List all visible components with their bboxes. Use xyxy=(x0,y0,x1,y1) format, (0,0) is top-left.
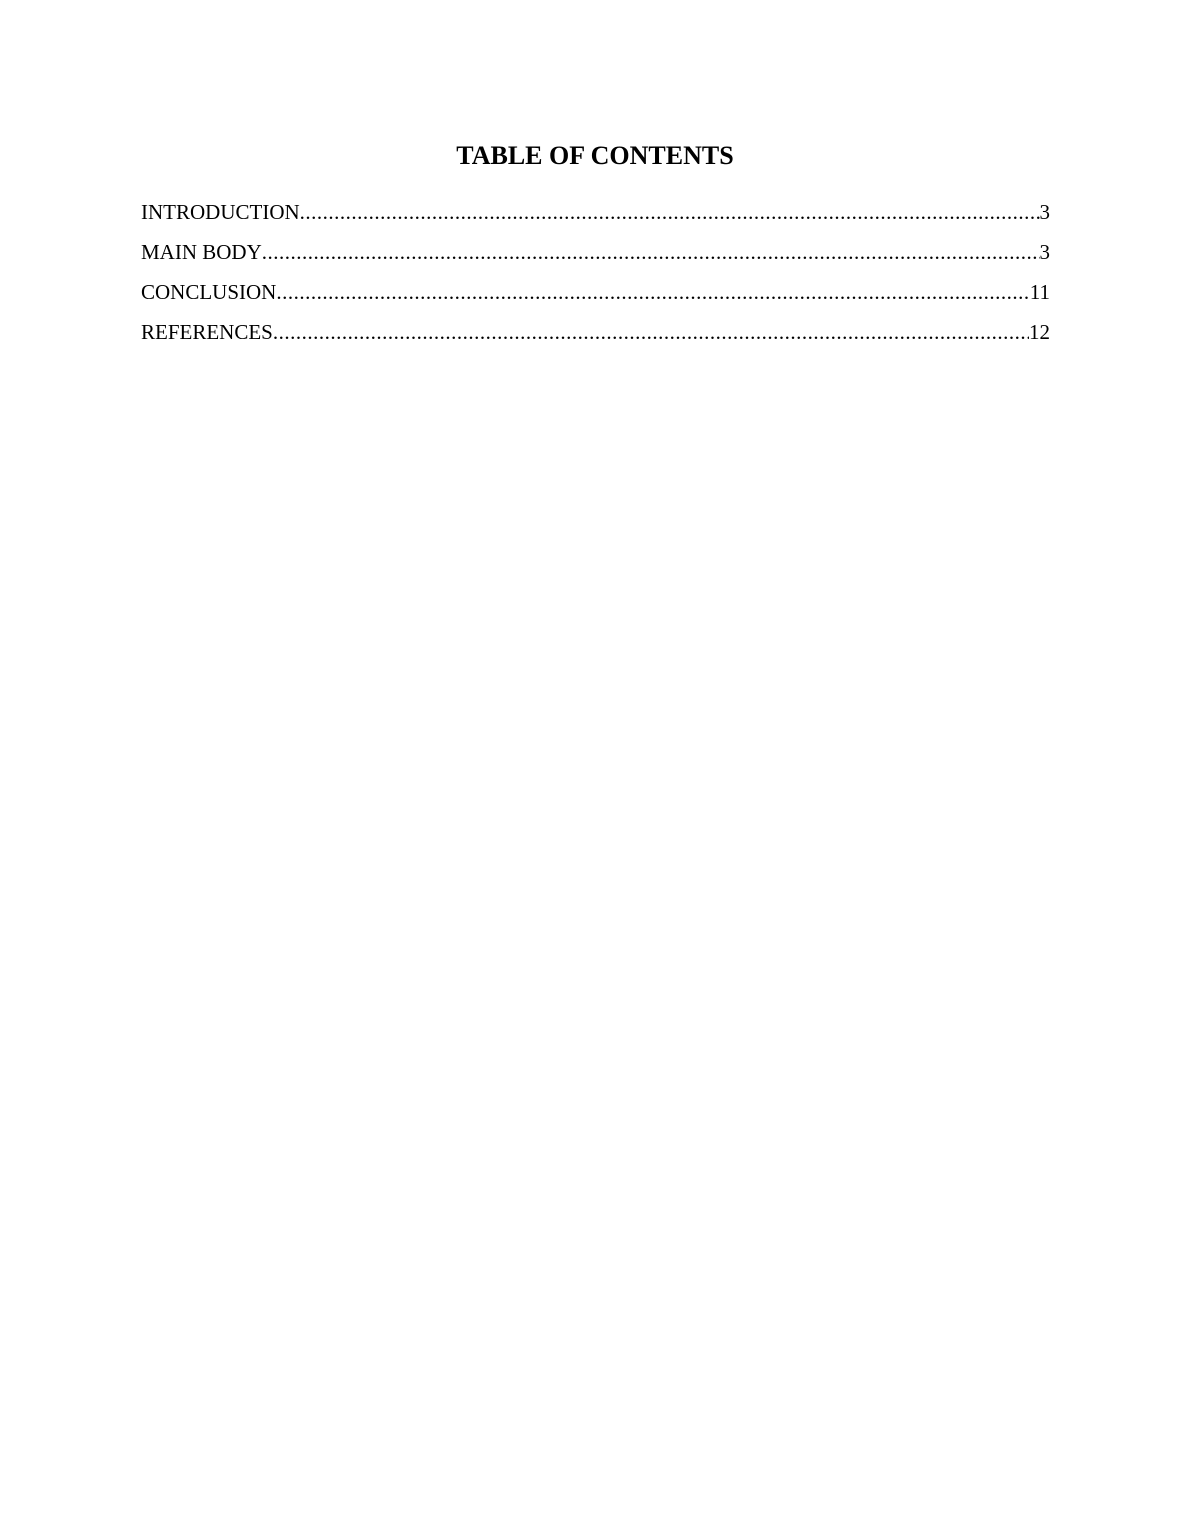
toc-dot-leader xyxy=(300,198,1040,226)
toc-entry-label: MAIN BODY xyxy=(141,240,262,264)
toc-entry-page-number: 11 xyxy=(1029,280,1050,304)
toc-entry-label: REFERENCES xyxy=(141,320,273,344)
toc-dot-leader xyxy=(273,318,1029,346)
toc-entry-page-number: 3 xyxy=(1039,240,1050,264)
toc-dot-leader xyxy=(276,278,1029,306)
toc-list xyxy=(141,198,1050,358)
toc-entry-label: INTRODUCTION xyxy=(141,200,300,224)
toc-entry-conclusion[interactable] xyxy=(141,278,1050,318)
toc-entry-page-number: 3 xyxy=(1039,200,1050,224)
toc-entry-references[interactable] xyxy=(141,318,1050,358)
toc-entry-page-number: 12 xyxy=(1029,320,1050,344)
toc-entry-introduction[interactable] xyxy=(141,198,1050,238)
toc-dot-leader xyxy=(262,238,1040,266)
toc-title: TABLE OF CONTENTS xyxy=(456,141,734,170)
toc-entry-main-body[interactable] xyxy=(141,238,1050,278)
toc-entry-label: CONCLUSION xyxy=(141,280,277,304)
